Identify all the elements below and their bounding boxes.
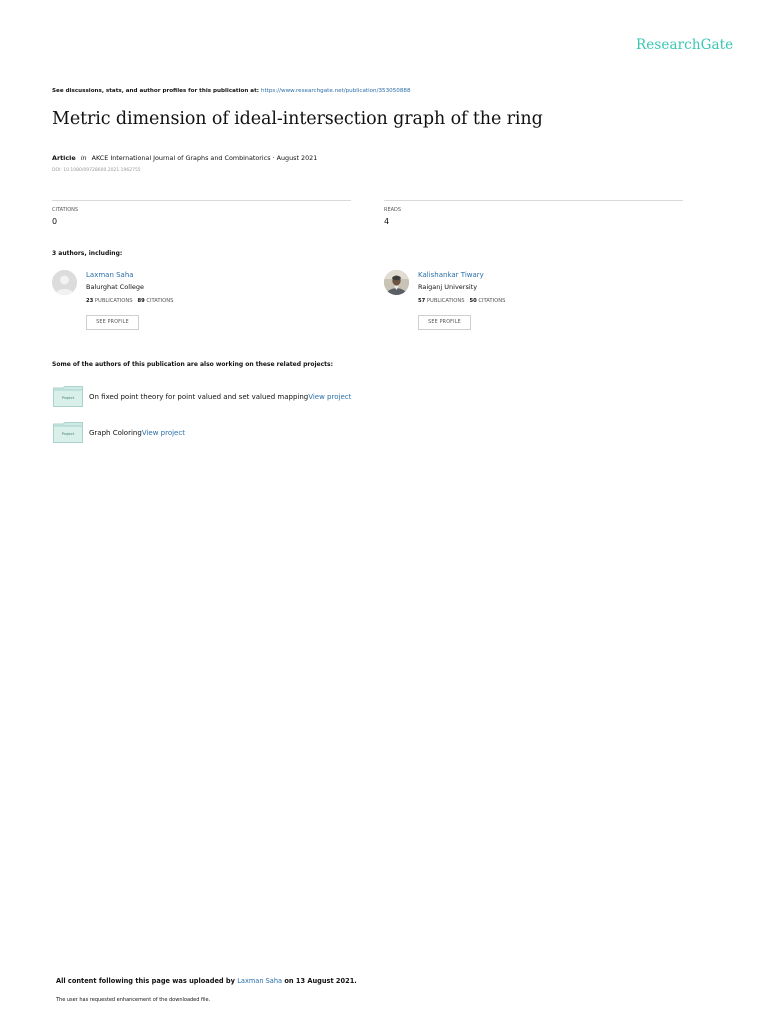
author-1-publications: 23 [86, 298, 94, 304]
default-avatar-icon [52, 270, 77, 295]
author-1-avatar[interactable] [52, 270, 77, 295]
author-2-see-profile-button[interactable]: SEE PROFILE [418, 315, 471, 330]
author-2-citations-label: CITATIONS [478, 298, 506, 304]
author-1-citations: 89 [137, 298, 145, 304]
author-2-publications-label: PUBLICATIONS [426, 298, 465, 304]
project-1 [89, 393, 351, 401]
researchgate-logo[interactable]: ResearchGate [636, 37, 734, 53]
project-2-view-link[interactable]: View project [141, 429, 185, 437]
author-2-citations: 50 [469, 298, 477, 304]
reads-value: 4 [384, 217, 390, 226]
project-1-folder-icon[interactable] [53, 386, 83, 407]
author-2-name[interactable]: Kalishankar Tiwary [418, 271, 484, 279]
project-2-icon-label: Project [61, 432, 75, 436]
citations-value: 0 [52, 217, 58, 226]
discussion-line [52, 88, 411, 94]
publication-link[interactable]: https://www.researchgate.net/publication/353050888 [260, 88, 411, 94]
article-type: Article [52, 154, 76, 162]
article-in: in [80, 154, 87, 162]
authors-heading: 3 authors, including: [52, 250, 123, 257]
author-1-publications-label: PUBLICATIONS [94, 298, 133, 304]
author-photo-icon [384, 270, 409, 295]
author-2-institution: Raiganj University [418, 283, 478, 291]
project-2-folder-icon[interactable] [53, 422, 83, 443]
project-2 [89, 429, 185, 437]
reads-divider [384, 200, 683, 201]
author-2-publications: 57 [418, 298, 426, 304]
paper-title: Metric dimension of ideal-intersection graph of the ring [52, 109, 543, 129]
reads-label: READS [384, 207, 402, 213]
article-meta [52, 154, 317, 162]
enhancement-note: The user has requested enhancement of the downloaded file. [56, 997, 211, 1003]
discussion-text: See discussions, stats, and author profiles for this publication at: [52, 88, 259, 94]
doi: DOI: 10.1080/09728600.2021.1962755 [52, 168, 141, 173]
upload-suffix: on 13 August 2021. [284, 977, 357, 985]
project-2-text: Graph Coloring [89, 429, 142, 437]
project-1-view-link[interactable]: View project [308, 393, 352, 401]
author-2-avatar[interactable] [384, 270, 409, 295]
author-1-institution: Balurghat College [86, 283, 145, 291]
journal-info: AKCE International Journal of Graphs and Combinatorics · August 2021 [91, 154, 318, 162]
upload-prefix: All content following this page was uploaded by [56, 977, 235, 985]
uploader-link[interactable]: Laxman Saha [237, 977, 283, 985]
projects-heading: Some of the authors of this publication are also working on these related projects: [52, 361, 333, 368]
author-1-see-profile-button[interactable]: SEE PROFILE [86, 315, 139, 330]
citations-label: CITATIONS [52, 207, 79, 213]
upload-notice [56, 977, 357, 985]
author-1-stats [86, 298, 173, 304]
project-1-icon-label: Project [61, 396, 75, 400]
author-1-citations-label: CITATIONS [146, 298, 174, 304]
project-1-text: On fixed point theory for point valued and set valued mapping [89, 393, 309, 401]
author-1-name[interactable]: Laxman Saha [86, 271, 134, 279]
citations-divider [52, 200, 351, 201]
author-2-stats [418, 298, 505, 304]
